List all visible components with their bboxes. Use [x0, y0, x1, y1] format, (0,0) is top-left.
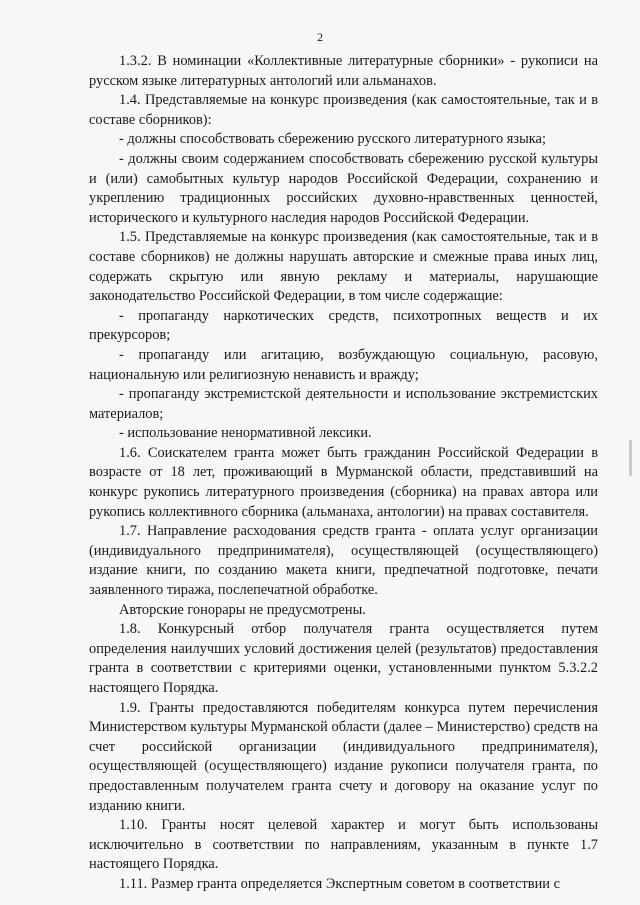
paragraph: 1.3.2. В номинации «Коллективные литературные сборники» - рукописи на русском языке литературных антологий или альманахов. — [89, 53, 598, 89]
paragraph: 1.7. Направление расходования средств гранта - оплата услуг организации (индивидуального предпринимателя), осуществляющей (осуществляющего) издание книги, по созданию макета книги, предпечатной подготовке, печати заявленного тиража, послепечатной обработке. — [89, 523, 598, 599]
paragraph: 1.11. Размер гранта определяется Экспертным советом в соответствии с — [119, 875, 560, 892]
paragraph: - пропаганду наркотических средств, психотропных веществ и их прекурсоров; — [89, 307, 598, 344]
paragraph: - должны своим содержанием способствовать сбережению русской культуры и (или) самобытных культур народов Российской Федерации, сохранению и укреплению традиционных российских духовно-нравственных ценностей, исторического и культурного наследия народов Российской Федерации. — [89, 150, 598, 226]
paragraph: 1.9. Гранты предоставляются победителям конкурса путем перечисления Министерством культуры Мурманской области (далее – Министерство) средств на счет российской организации (индивидуального предпринимателя), осуществляющей (осуществляющего) издание рукописи получателя гранта, по предоставленным получателем гранта счету и договору на оказание услуг по изданию книги. — [89, 699, 598, 814]
paragraph: - должны способствовать сбережению русского литературного языка; — [119, 131, 546, 148]
scan-edge-mark — [629, 440, 632, 476]
paragraph: - пропаганду экстремистской деятельности и использование экстремистских материалов; — [89, 386, 598, 422]
paragraph: 1.10. Гранты носят целевой характер и могут быть использованы исключительно в соответствии по направлениям, указанным в пункте 1.7 настоящего Порядка. — [89, 817, 598, 873]
paragraph: 1.4. Представляемые на конкурс произведения (как самостоятельные, так и в составе сборников): — [89, 92, 598, 128]
paragraph: 1.8. Конкурсный отбор получателя гранта осуществляется путем определения наилучших условий достижения целей (результатов) предоставления гранта в соответствии с критериями оценки, установленными пунктом 5.3.2.2 настоящего Порядка. — [89, 621, 598, 696]
paragraph: Авторские гонорары не предусмотрены. — [119, 601, 366, 618]
paragraph: - пропаганду или агитацию, возбуждающую социальную, расовую, национальную или религиозную ненависть и вражду; — [89, 346, 598, 383]
paragraph: 1.6. Соискателем гранта может быть гражданин Российской Федерации в возрасте от 18 лет, проживающий в Мурманской области, представивший на конкурс рукопись литературного произведения (сборника) на правах автора или рукопись коллективного сборника (альманаха, антологии) на правах составителя. — [89, 444, 598, 520]
paragraph: - использование ненормативной лексики. — [119, 425, 372, 442]
paragraph: 1.5. Представляемые на конкурс произведения (как самостоятельные, так и в составе сборников) не должны нарушать авторские и смежные права иных лиц, содержать скрытую или явную рекламу и материалы, нарушающие законодательство Российской Федерации, в том числе содержащие: — [89, 229, 598, 305]
page-number: 2 — [317, 30, 323, 44]
document-body — [89, 52, 598, 895]
